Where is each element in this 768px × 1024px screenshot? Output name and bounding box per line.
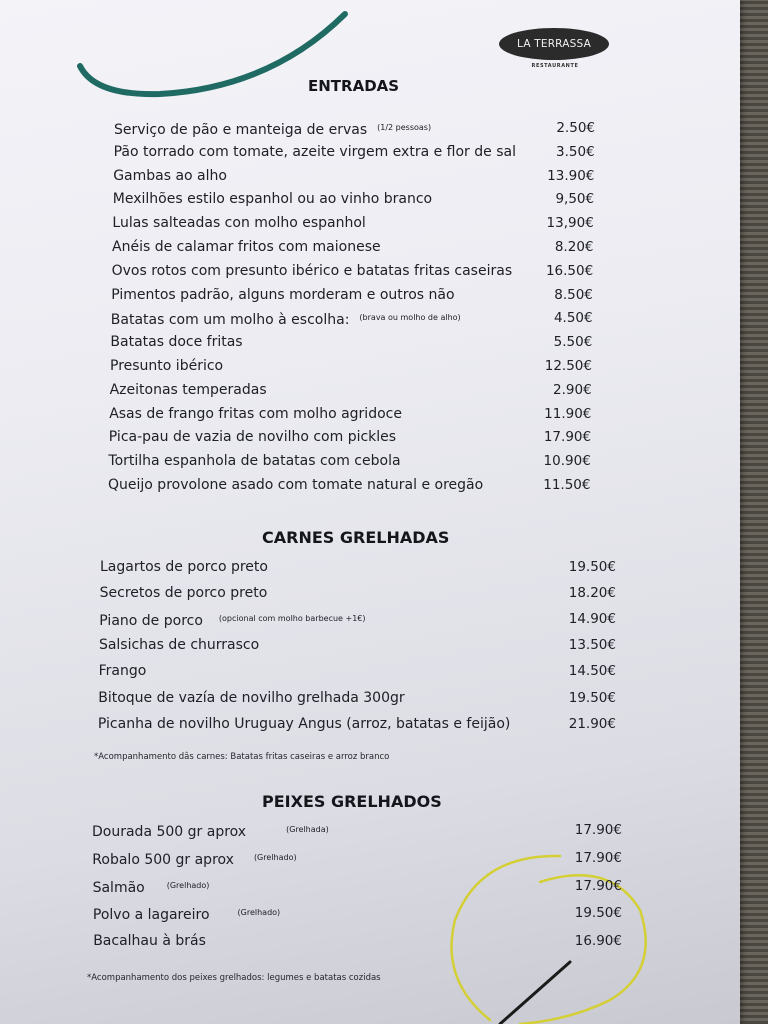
- menu-item-price: 17.90€: [574, 822, 622, 838]
- menu-item-name-wrap: [98, 714, 510, 734]
- menu-item: [0, 142, 740, 166]
- menu-item-note: (Grelhado): [253, 852, 297, 862]
- logo-subtitle: RESTAURANTE: [531, 63, 579, 69]
- menu-item-note: (1/2 pessoas): [377, 123, 432, 132]
- menu-item-price: 17.90€: [574, 849, 622, 866]
- menu-item-name-wrap: [110, 356, 223, 376]
- menu-item: [0, 583, 740, 607]
- menu-item-name: Polvo a lagareiro: [92, 907, 210, 924]
- menu-item-price: 9,50€: [555, 191, 595, 208]
- menu-item: [0, 557, 740, 581]
- menu-item-name-wrap: [110, 332, 242, 352]
- menu-item-name: Robalo 500 gr aprox: [92, 851, 234, 868]
- menu-item: [0, 285, 740, 309]
- menu-item-name: Serviço de pão e manteiga de ervas: [114, 122, 368, 138]
- menu-item-name-wrap: [114, 118, 431, 140]
- menu-item: [0, 380, 740, 404]
- menu-item-price: 2.50€: [556, 120, 595, 136]
- menu-item: [0, 714, 740, 738]
- menu-item-name-wrap: [113, 166, 227, 186]
- menu-item-name: Tortilha espanhola de batatas com cebola: [108, 453, 401, 470]
- menu-item: [0, 118, 740, 142]
- menu-item-note: (Grelhada): [286, 825, 329, 834]
- menu-item-price: 16.50€: [545, 262, 594, 279]
- menu-item-price: 21.90€: [568, 715, 616, 732]
- menu-item-name-wrap: [112, 261, 513, 281]
- menu-item-name: Anéis de calamar fritos com maionese: [112, 239, 381, 255]
- menu-item-name-wrap: [111, 285, 454, 305]
- menu-item: [0, 609, 740, 633]
- section-heading: ENTRADAS: [308, 77, 400, 95]
- menu-item-name-wrap: [112, 237, 381, 257]
- menu-item-price: 17.90€: [574, 877, 622, 894]
- menu-item-price: 4.50€: [553, 310, 593, 327]
- menu-item: [0, 356, 740, 380]
- menu-item-name-wrap: [114, 142, 516, 162]
- menu-item-price: 14.90€: [568, 611, 616, 628]
- menu-item-name: Lagartos de porco preto: [100, 559, 268, 575]
- menu-item: [0, 876, 740, 900]
- menu-item-price: 10.90€: [543, 453, 591, 470]
- menu-item-price: 11.90€: [544, 405, 592, 422]
- menu-item: [0, 475, 740, 499]
- menu-item-name: Mexilhões estilo espanhol ou ao vinho branco: [112, 191, 433, 208]
- menu-item-price: 18.20€: [568, 585, 616, 602]
- menu-item-price: 13.50€: [568, 637, 616, 654]
- menu-item-name: Queijo provolone asado com tomate natural e oregão: [108, 477, 484, 493]
- menu-item: [0, 166, 740, 190]
- menu-item-name-wrap: [99, 609, 365, 631]
- menu-item-note: (opcional com molho barbecue +1€): [218, 614, 366, 624]
- menu-item-name-wrap: [92, 820, 329, 842]
- menu-item-name-wrap: [99, 661, 147, 681]
- black-stroke: [500, 962, 570, 1024]
- menu-item-name-wrap: [92, 848, 296, 870]
- menu-item-name-wrap: [93, 903, 280, 925]
- menu-item-price: 12.50€: [544, 358, 592, 374]
- menu-item-name-wrap: [98, 688, 404, 708]
- menu-item-price: 19.50€: [574, 905, 622, 922]
- menu-item: [0, 427, 740, 451]
- menu-item-name: Pimentos padrão, alguns morderam e outros não: [111, 286, 455, 303]
- menu-item: [0, 931, 740, 955]
- menu-item: [0, 308, 740, 332]
- menu-item-name-wrap: [113, 189, 432, 209]
- teal-swoosh: [80, 14, 345, 94]
- menu-item-note: (Grelhado): [166, 880, 210, 890]
- menu-item-name-wrap: [109, 427, 396, 447]
- menu-item-name: Presunto ibérico: [110, 358, 224, 374]
- menu-item-name: Asas de frango fritas com molho agridoce: [109, 405, 402, 422]
- menu-item-name-wrap: [93, 876, 210, 898]
- menu-item-price: 13.90€: [547, 167, 595, 184]
- menu-item: [0, 332, 740, 356]
- menu-item-price: 14.50€: [568, 663, 616, 680]
- menu-item-price: 13,90€: [546, 215, 594, 232]
- menu-item-name-wrap: [111, 308, 461, 330]
- menu-item: [0, 661, 740, 685]
- menu-item: [0, 688, 740, 712]
- menu-item-name: Ovos rotos com presunto ibérico e batatas fritas caseiras: [111, 262, 513, 279]
- menu-item: [0, 261, 740, 285]
- menu-item-name: Salsichas de churrasco: [98, 637, 260, 654]
- menu-item: [0, 189, 740, 213]
- menu-item: [0, 848, 740, 872]
- menu-item: [0, 635, 740, 659]
- menu-item-name: Batatas com um molho à escolha:: [110, 312, 350, 329]
- menu-item-name: Azeitonas temperadas: [109, 381, 267, 398]
- menu-item-name-wrap: [108, 475, 483, 495]
- menu-item-price: 11.50€: [543, 477, 591, 493]
- menu-item-price: 2.90€: [553, 381, 592, 398]
- menu-item-name: Pica-pau de vazia de novilho com pickles: [108, 429, 397, 446]
- menu-item: [0, 237, 740, 261]
- menu-item-name-wrap: [100, 583, 268, 603]
- restaurant-logo: LA TERRASSA: [499, 28, 609, 60]
- menu-item-name: Picanha de novilho Uruguay Angus (arroz, batatas e feijão): [97, 715, 511, 732]
- menu-item-price: 19.50€: [568, 559, 616, 575]
- menu-item-price: 19.50€: [568, 689, 616, 706]
- menu-item-name: Frango: [98, 663, 147, 680]
- menu-item-name: Piano de porco: [99, 613, 203, 630]
- menu-item-name: Bacalhau à brás: [93, 933, 206, 950]
- menu-item-name: Lulas salteadas con molho espanhol: [112, 215, 366, 232]
- menu-item-price: 17.90€: [543, 429, 592, 446]
- menu-item-price: 8.20€: [554, 239, 594, 255]
- menu-item-name: Salmão: [92, 879, 145, 896]
- section-heading: PEIXES GRELHADOS: [262, 792, 442, 811]
- section-heading: CARNES GRELHADAS: [262, 528, 450, 547]
- menu-item-note: (Grelhado): [237, 908, 281, 918]
- menu-item-name: Bitoque de vazía de novilho grelhada 300gr: [98, 689, 405, 706]
- section-footnote: *Acompanhamento dos peixes grelhados: legumes e batatas cozidas: [87, 973, 381, 983]
- menu-item-name-wrap: [100, 557, 268, 577]
- menu-item-price: 16.90€: [574, 933, 622, 950]
- menu-item: [0, 451, 740, 475]
- menu-item: [0, 820, 740, 844]
- menu-item: [0, 213, 740, 237]
- menu-item-name-wrap: [99, 635, 259, 655]
- menu-item-name: Dourada 500 gr aprox: [92, 824, 247, 840]
- menu-item-name-wrap: [112, 213, 365, 233]
- menu-item-name-wrap: [108, 451, 400, 471]
- menu-item-name: Pão torrado com tomate, azeite virgem extra e flor de sal: [113, 143, 516, 160]
- menu-item-note: (brava ou molho de alho): [359, 313, 461, 323]
- menu-item-name: Gambas ao alho: [113, 167, 227, 184]
- menu-item: [0, 903, 740, 927]
- menu-item-name-wrap: [110, 380, 267, 400]
- menu-item-price: 3.50€: [556, 143, 595, 160]
- menu-item-name-wrap: [93, 931, 206, 951]
- menu-item-name: Batatas doce fritas: [110, 334, 243, 351]
- menu-item-name-wrap: [109, 404, 402, 424]
- menu-item: [0, 404, 740, 428]
- menu-item-price: 8.50€: [554, 286, 593, 303]
- section-footnote: *Acompanhamento dâs carnes: Batatas fritas caseiras e arroz branco: [94, 752, 390, 762]
- menu-item-price: 5.50€: [553, 334, 593, 351]
- menu-item-name: Secretos de porco preto: [99, 585, 268, 602]
